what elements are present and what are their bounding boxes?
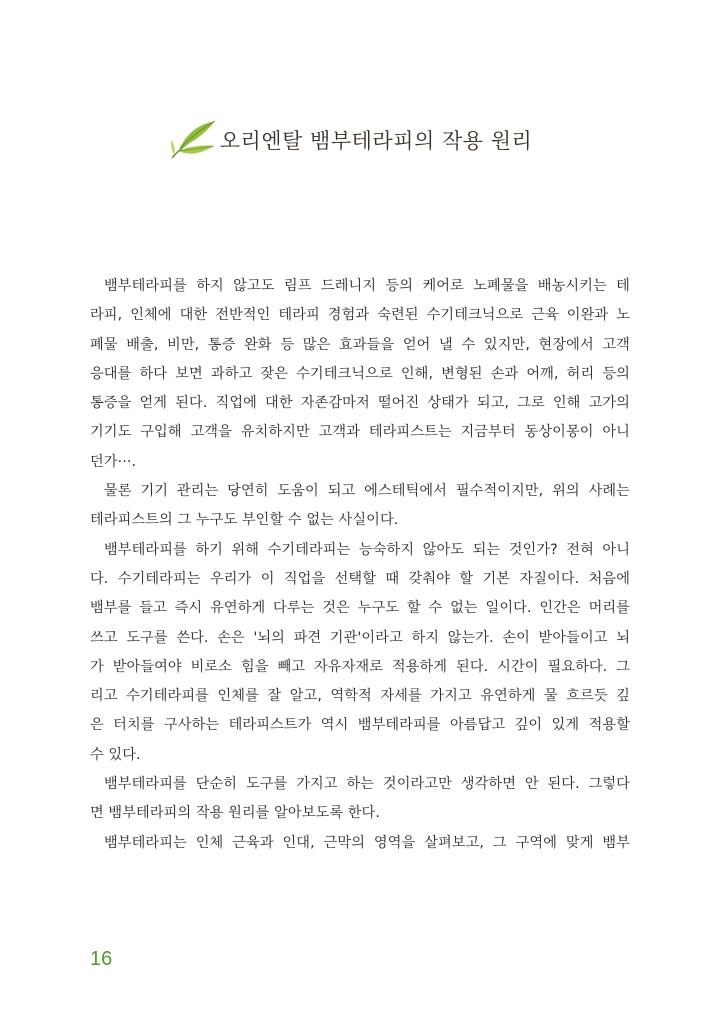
text-line: 뱀부테라피를 하지 않고도 림프 드레니지 등의 케어로 노폐물을 배농시키는 테 bbox=[104, 278, 630, 294]
text-line: 응대를 하다 보면 과하고 잦은 수기테크닉으로 인해, 변형된 손과 어깨, 허리 등의 bbox=[90, 365, 630, 382]
page-title: 오리엔탈 뱀부테라피의 작용 원리 bbox=[219, 129, 533, 153]
text-line: 면 뱀부테라피의 작용 원리를 알아보도록 한다. bbox=[90, 805, 380, 822]
body-text bbox=[90, 272, 630, 858]
text-line: 쓰고 도구를 쓴다. 손은 '뇌의 파견 기관'이라고 하지 않는가. 손이 받아들이고 뇌 bbox=[90, 629, 630, 646]
text-line: 던가···. bbox=[90, 453, 137, 470]
page-number: 16 bbox=[90, 948, 113, 970]
text-line: 기기도 구입해 고객을 유치하지만 고객과 테라피스트는 지금부터 동상이몽이 아니 bbox=[90, 424, 630, 441]
paragraph bbox=[90, 829, 630, 858]
text-line: 다. 수기테라피는 우리가 이 직업을 선택할 때 갖춰야 할 기본 자질이다. 처음에 bbox=[90, 570, 630, 587]
text-line: 뱀부테라피는 인체 근육과 인대, 근막의 영역을 살펴보고, 그 구역에 맞게 뱀부 bbox=[104, 834, 630, 851]
paragraph bbox=[90, 536, 630, 770]
text-line: 라피, 인체에 대한 전반적인 테라피 경험과 숙련된 수기테크닉으로 근육 이완과 노 bbox=[90, 307, 630, 324]
text-line: 은 터치를 구사하는 테라피스트가 역시 뱀부테라피를 아름답고 깊이 있게 적용할 bbox=[90, 717, 630, 734]
text-line: 테라피스트의 그 누구도 부인할 수 없는 사실이다. bbox=[90, 512, 399, 529]
chapter-heading bbox=[0, 118, 718, 162]
text-line: 폐물 배출, 비만, 통증 완화 등 많은 효과들을 얻어 낼 수 있지만, 현장에서 고객 bbox=[90, 336, 630, 353]
text-line: 뱀부테라피를 하기 위해 수기테라피는 능숙하지 않아도 되는 것인가? 전혀 아니 bbox=[104, 541, 630, 558]
text-line: 수 있다. bbox=[90, 746, 141, 763]
text-line: 물론 기기 관리는 당연히 도움이 되고 에스테틱에서 필수적이지만, 위의 사례는 bbox=[104, 483, 630, 500]
paragraph bbox=[90, 770, 630, 829]
text-line: 뱀부를 들고 즉시 유연하게 다루는 것은 누구도 할 수 없는 일이다. 인간은 머리를 bbox=[90, 600, 630, 617]
text-line: 뱀부테라피를 단순히 도구를 가지고 하는 것이라고만 생각하면 안 된다. 그렇다 bbox=[104, 776, 630, 793]
bamboo-leaf-icon bbox=[168, 118, 218, 162]
paragraph bbox=[90, 477, 630, 536]
paragraph bbox=[90, 272, 630, 477]
text-line: 가 받아들여야 비로소 힘을 빼고 자유자재로 적용하게 된다. 시간이 필요하다. 그 bbox=[90, 658, 630, 675]
text-line: 리고 수기테라피를 인체를 잘 알고, 역학적 자세를 가지고 유연하게 물 흐르듯 깊 bbox=[90, 688, 630, 705]
text-line: 통증을 얻게 된다. 직업에 대한 자존감마저 떨어진 상태가 되고, 그로 인해 고가의 bbox=[90, 395, 630, 412]
